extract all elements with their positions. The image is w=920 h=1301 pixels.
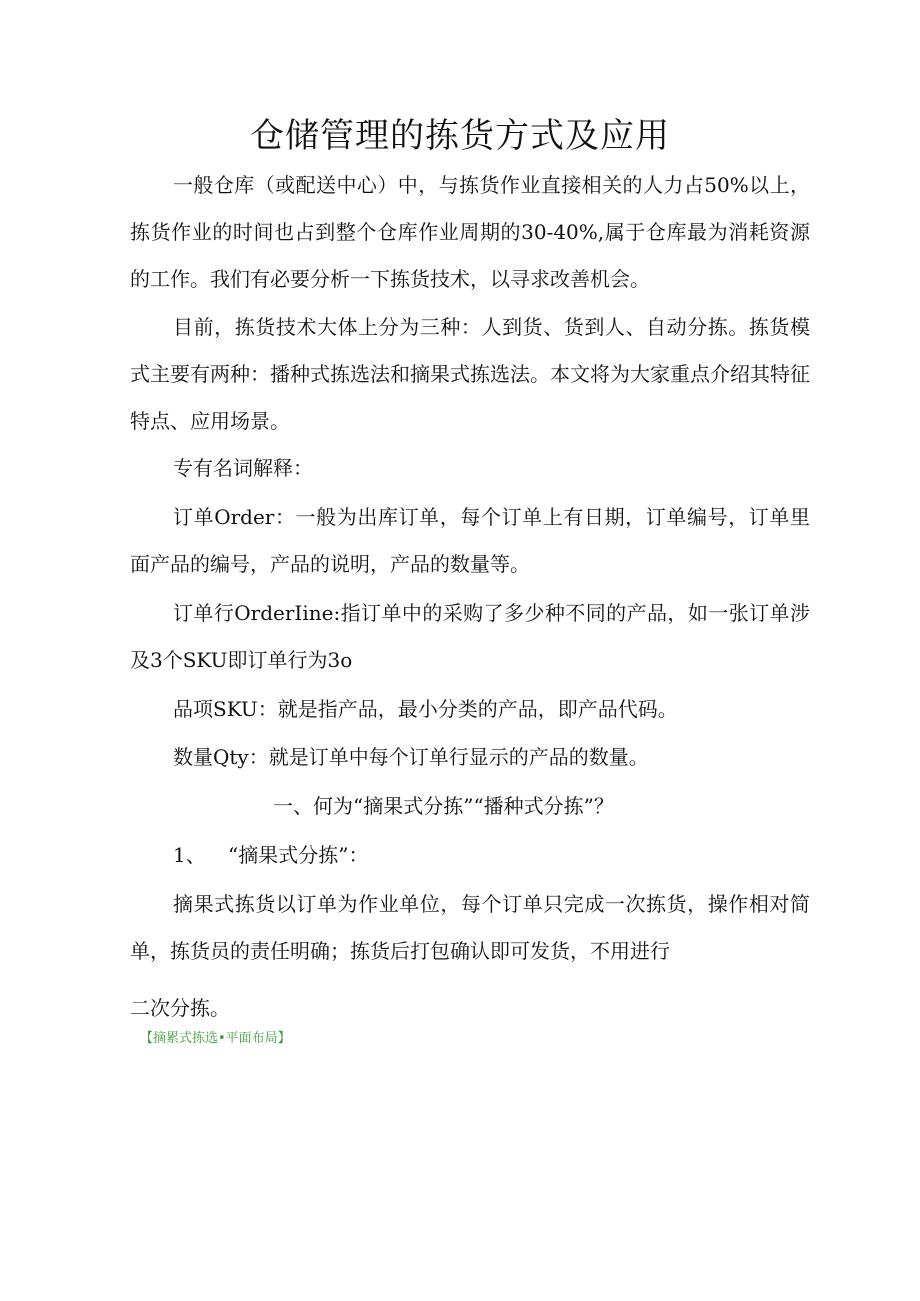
item-heading xyxy=(173,832,368,879)
glossary-heading: 专有名词解释： xyxy=(173,456,313,480)
overview-paragraph: 目前，拣货技术大体上分为三种：人到货、货到人、自动分拣。拣货模式主要有两种：播种式拣选法和摘果式拣选法。本文将为大家重点介绍其特征特点、应用场景。 xyxy=(130,315,810,433)
intro-paragraph: 一般仓库（或配送中心）中，与拣货作业直接相关的人力占50%以上，拣货作业的时间也占到整个仓库作业周期的30-40%,属于仓库最为消耗资源的工作。我们有必要分析一下拣货技术，以寻求改善机会。 xyxy=(130,173,810,291)
order-definition: 订单Order：一般为出库订单，每个订单上有日期，订单编号，订单里面产品的编号，产品的说明，产品的数量等。 xyxy=(130,505,810,576)
orderline-definition: 订单行OrderIine:指订单中的采购了多少种不同的产品，如一张订单涉及3个SKU即订单行为3o xyxy=(130,601,810,672)
item-number: 1、 xyxy=(173,843,206,867)
item-label: “摘果式分拣”： xyxy=(228,843,369,867)
picking-description: 摘果式拣货以订单为作业单位，每个订单只完成一次拣货，操作相对简单，拣货员的责任明确；拣货后打包确认即可发货，不用进行 xyxy=(130,892,810,963)
document-title: 仓储管理的拣货方式及应用 xyxy=(250,116,670,156)
figure-caption: 【摘累式拣选•平面布局】 xyxy=(140,1031,291,1046)
qty-definition: 数量Qty：就是订单中每个订单行显示的产品的数量。 xyxy=(173,745,649,769)
picking-description-tail: 二次分拣。 xyxy=(130,996,230,1020)
section-heading: 一、何为“摘果式分拣”“播种式分拣”？ xyxy=(273,794,614,818)
sku-definition: 品项SKU：就是指产品，最小分类的产品，即产品代码。 xyxy=(173,697,678,721)
